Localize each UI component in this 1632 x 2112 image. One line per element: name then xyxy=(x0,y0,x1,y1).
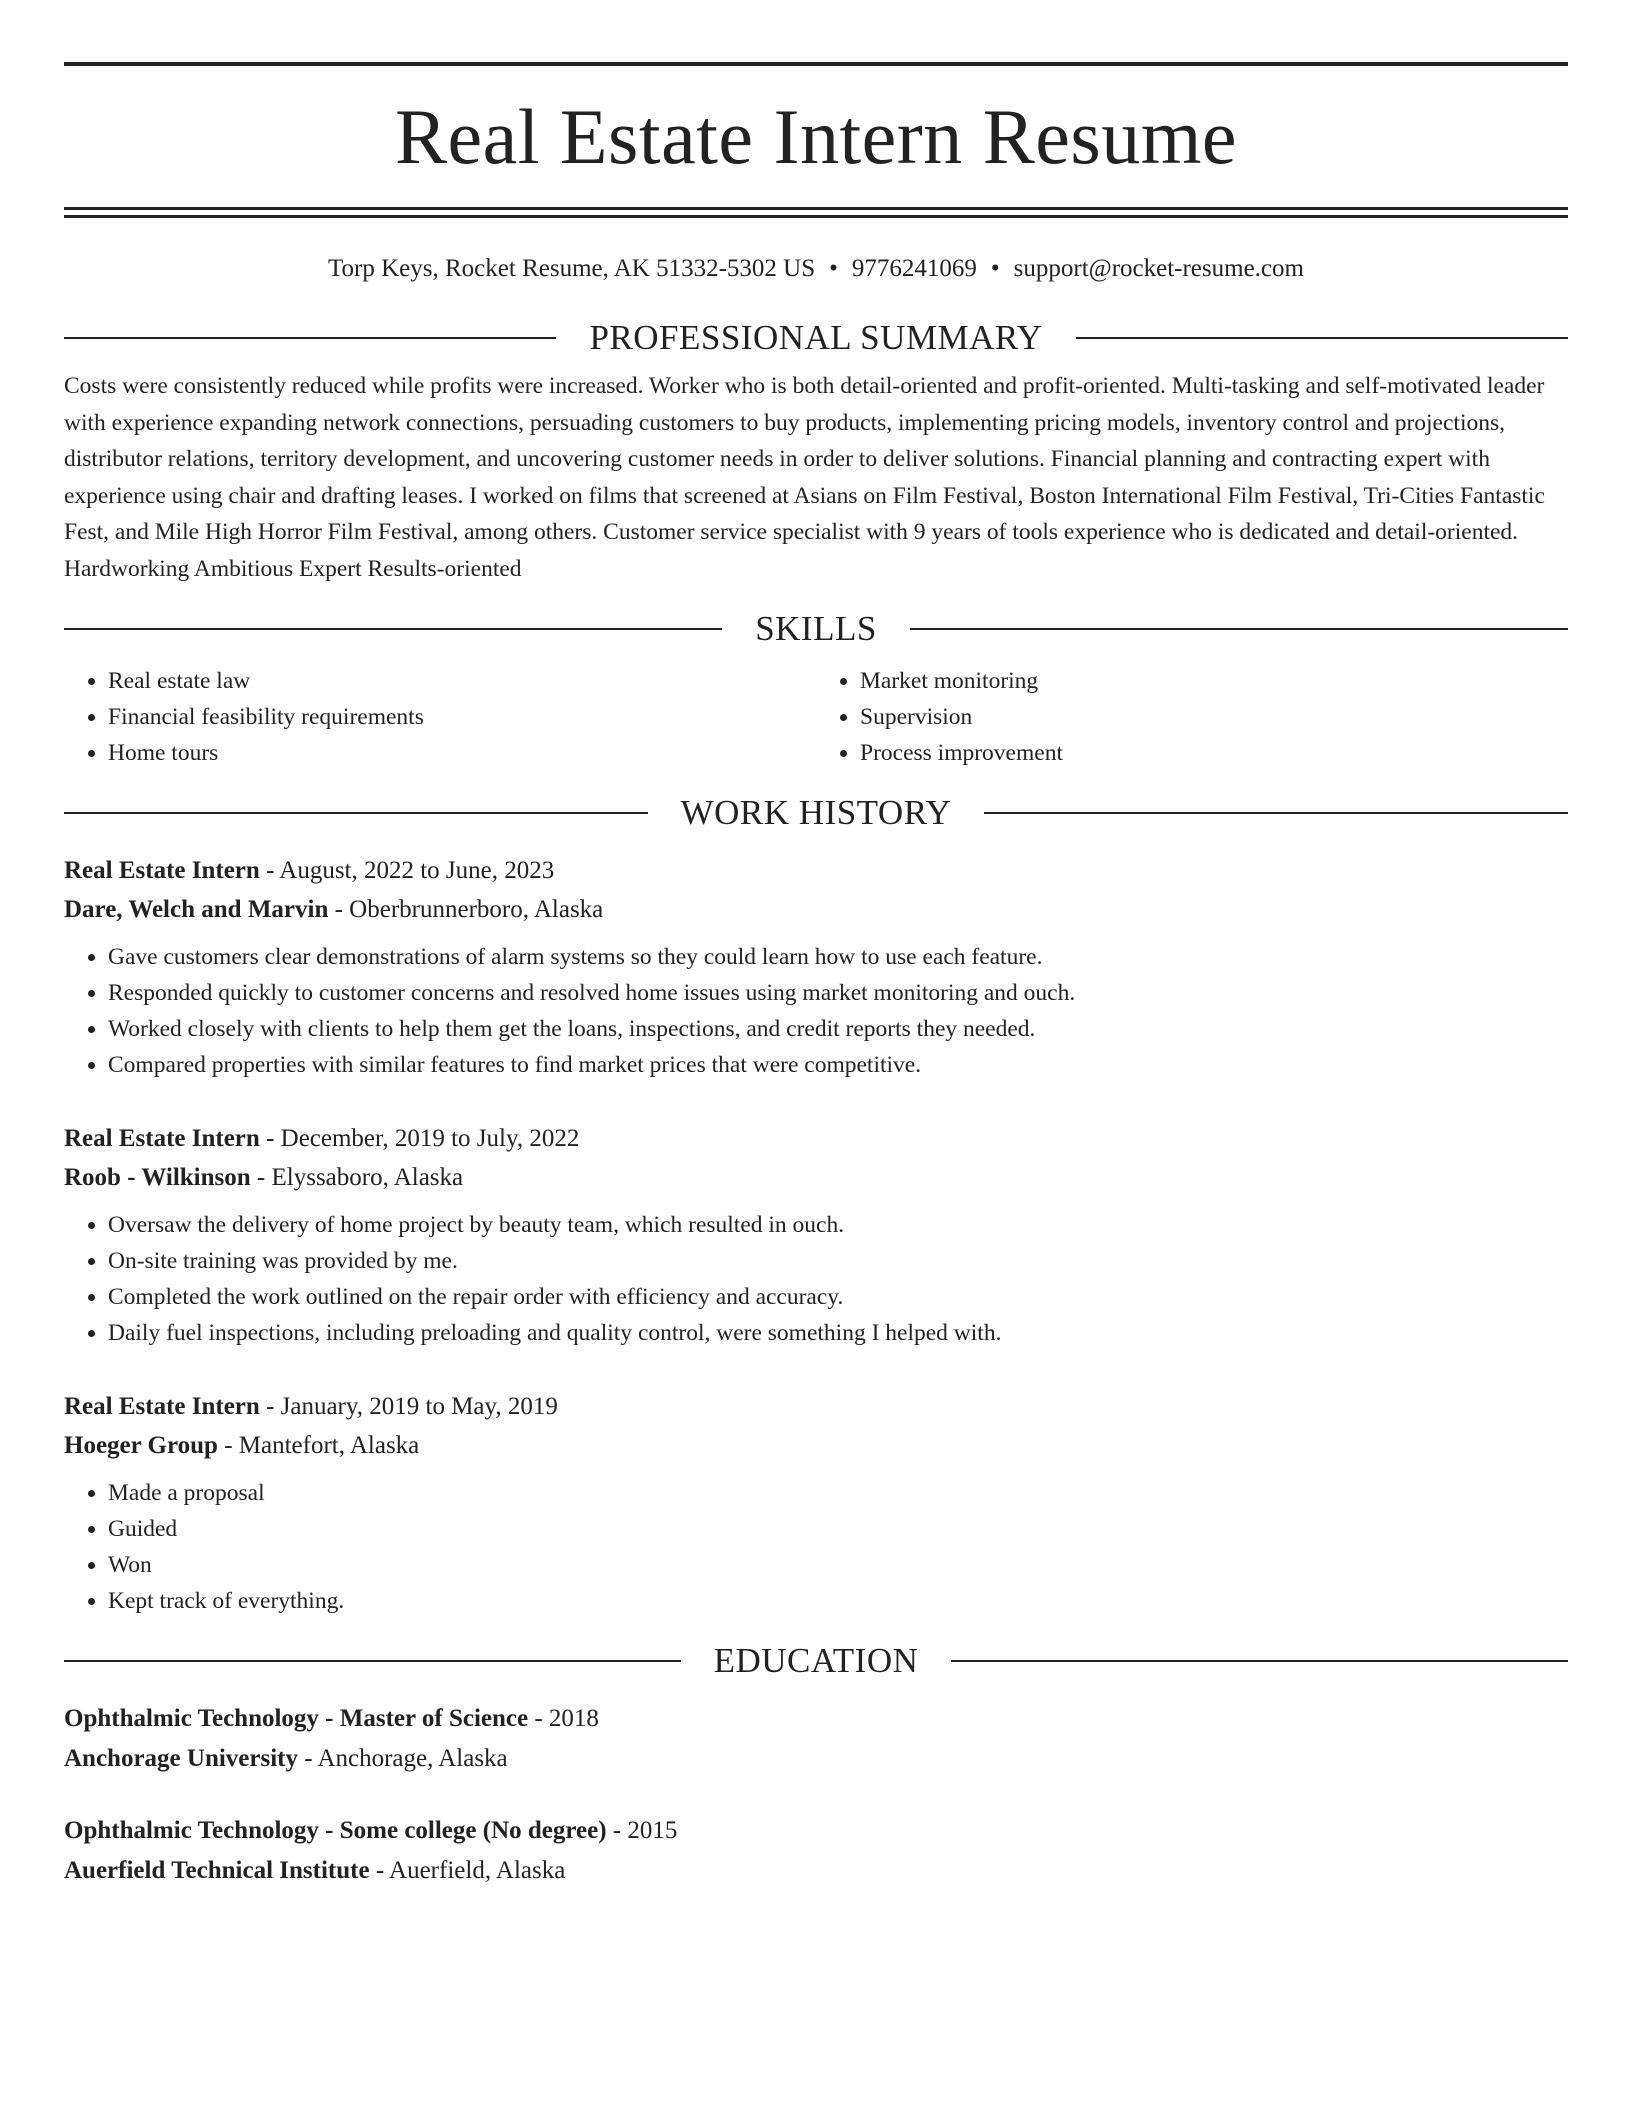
job-title: Real Estate Intern xyxy=(64,1393,260,1420)
job-bullets xyxy=(64,1475,1568,1619)
education-entry xyxy=(64,1699,1568,1779)
school-name: Auerfield Technical Institute xyxy=(64,1857,370,1884)
section-rule-right xyxy=(984,812,1568,814)
school-location: - Auerfield, Alaska xyxy=(369,1857,566,1884)
degree-name: Ophthalmic Technology - Master of Science xyxy=(64,1705,529,1732)
job-bullet: • Responded quickly to customer concerns and resolved home issues using market monitoring and ouch. xyxy=(108,975,1568,1011)
degree-line xyxy=(64,1811,1568,1851)
degree-year: - 2015 xyxy=(606,1817,678,1844)
degree-year: - 2018 xyxy=(528,1705,599,1732)
job-bullet: • Made a proposal xyxy=(108,1475,1568,1511)
job-location: - Oberbrunnerboro, Alaska xyxy=(328,896,604,923)
school-name: Anchorage University xyxy=(64,1745,298,1772)
school-line xyxy=(64,1739,1568,1779)
job-entry xyxy=(64,1119,1568,1351)
job-bullet: • Won xyxy=(108,1547,1568,1583)
section-rule-right xyxy=(910,628,1568,630)
job-bullets xyxy=(64,939,1568,1083)
job-bullet: • On-site training was provided by me. xyxy=(108,1243,1568,1279)
job-location: - Mantefort, Alaska xyxy=(217,1432,420,1459)
contact-separator: • xyxy=(990,255,1000,282)
skills-column-right xyxy=(816,663,1568,771)
summary-text: Costs were consistently reduced while profits were increased. Worker who is both detail-oriented and profit-oriented. Multi-tasking and self-motivated leader with experience expanding network connections, persuading customers to buy products, implementing pricing models, inventory control and projections, distributor relations, territory development, and uncovering customer needs in order to deliver solutions. Financial planning and contracting expert with experience using chair and drafting leases. I worked on films that screened at Asians on Film Festival, Boston International Film Festival, Tri-Cities Fantastic Fest, and Mile High Horror Film Festival, among others. Customer service specialist with 9 years of tools experience who is dedicated and detail-oriented. Hardworking Ambitious Expert Results-oriented xyxy=(64,373,1545,582)
job-location: - Elyssaboro, Alaska xyxy=(250,1164,464,1191)
job-company: Roob - Wilkinson xyxy=(64,1164,251,1191)
contact-email: support@rocket-resume.com xyxy=(1013,255,1304,282)
job-entry xyxy=(64,851,1568,1083)
resume-title: Real Estate Intern Resume xyxy=(394,93,1238,180)
job-title: Real Estate Intern xyxy=(64,857,260,884)
contact-line xyxy=(64,252,1568,286)
job-title-line xyxy=(64,851,1568,890)
job-dates: - January, 2019 to May, 2019 xyxy=(259,1393,558,1420)
job-title-line xyxy=(64,1387,1568,1426)
job-company: Dare, Welch and Marvin xyxy=(64,896,329,923)
job-bullet: • Kept track of everything. xyxy=(108,1583,1568,1619)
contact-separator: • xyxy=(829,255,838,282)
degree-line xyxy=(64,1699,1568,1739)
job-title: Real Estate Intern xyxy=(64,1125,260,1152)
job-bullet: • Daily fuel inspections, including preloading and quality control, were something I helped with. xyxy=(108,1315,1568,1351)
skills-section-header xyxy=(64,607,1568,651)
skills-list xyxy=(64,663,1568,771)
job-dates: - December, 2019 to July, 2022 xyxy=(259,1125,580,1152)
education-entry xyxy=(64,1811,1568,1891)
degree-name: Ophthalmic Technology - Some college (No degree) xyxy=(64,1817,607,1844)
job-bullet: • Guided xyxy=(108,1511,1568,1547)
school-location: - Anchorage, Alaska xyxy=(298,1745,508,1772)
job-company-line xyxy=(64,1158,1568,1197)
skill-item: • Market monitoring xyxy=(860,663,1568,699)
job-company-line xyxy=(64,1426,1568,1465)
skills-section-title: SKILLS xyxy=(755,609,877,648)
job-bullet: • Gave customers clear demonstrations of alarm systems so they could learn how to use each feature. xyxy=(108,939,1568,975)
section-rule-right xyxy=(1076,337,1568,339)
job-bullet: • Compared properties with similar features to find market prices that were competitive. xyxy=(108,1047,1568,1083)
skill-item: • Financial feasibility requirements xyxy=(108,699,816,735)
job-company: Hoeger Group xyxy=(64,1432,218,1459)
skill-item: • Real estate law xyxy=(108,663,816,699)
job-bullet: • Worked closely with clients to help them get the loans, inspections, and credit reports they needed. xyxy=(108,1011,1568,1047)
section-rule-left xyxy=(64,337,556,339)
education-section-header xyxy=(64,1639,1568,1683)
job-bullet: • Oversaw the delivery of home project by beauty team, which resulted in ouch. xyxy=(108,1207,1568,1243)
skill-item: • Home tours xyxy=(108,735,816,771)
job-bullet: • Completed the work outlined on the repair order with efficiency and accuracy. xyxy=(108,1279,1568,1315)
summary-section-header xyxy=(64,316,1568,360)
job-bullets xyxy=(64,1207,1568,1351)
skill-item: • Process improvement xyxy=(860,735,1568,771)
title-double-rule xyxy=(64,207,1568,218)
school-line xyxy=(64,1851,1568,1891)
job-company-line xyxy=(64,890,1568,929)
work-section-header xyxy=(64,791,1568,835)
job-title-line xyxy=(64,1119,1568,1158)
contact-address: Torp Keys, Rocket Resume, AK 51332-5302 US xyxy=(328,255,816,282)
top-rule xyxy=(64,62,1568,66)
job-dates: - August, 2022 to June, 2023 xyxy=(259,857,555,884)
job-entry xyxy=(64,1387,1568,1619)
work-section-title: WORK HISTORY xyxy=(680,793,952,832)
education-section-title: EDUCATION xyxy=(713,1641,919,1680)
skills-column-left xyxy=(64,663,816,771)
section-rule-left xyxy=(64,812,648,814)
section-rule-right xyxy=(951,1660,1568,1662)
skill-item: • Supervision xyxy=(860,699,1568,735)
section-rule-left xyxy=(64,1660,681,1662)
contact-phone: 9776241069 xyxy=(851,255,977,282)
section-rule-left xyxy=(64,628,722,630)
summary-section-title: PROFESSIONAL SUMMARY xyxy=(589,318,1043,357)
